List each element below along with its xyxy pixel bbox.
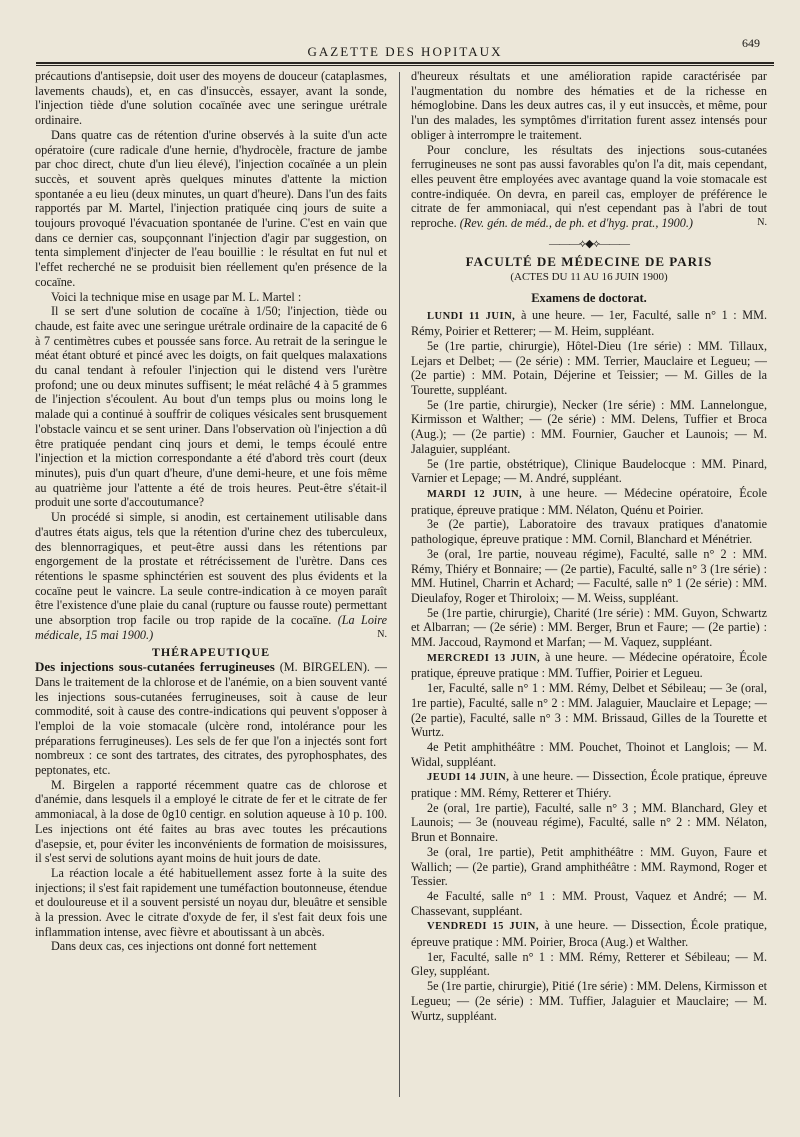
exam-text: à une heure. — Dissection, École pratique, épreuve pratique : MM. Poirier, Broca (Aug.) et Walther. — [411, 918, 767, 950]
source-citation: (La Loire médicale, 15 mai 1900.) — [35, 613, 387, 642]
exam-text: à une heure. — Dissection, École pratique, épreuve pratique : MM. Rémy, Retterer et Thiéry. — [411, 769, 767, 801]
subsection-heading-paragraph — [35, 660, 387, 778]
paragraph: La réaction locale a été habituellement assez forte à la suite des injections; il s'est fait rapidement une tuméfaction boutonneuse, étendue et douloureuse et il a souvent persisté un noyau dur, bleuâtre et sensible à la pression. Avec le citrate d'oxyde de fer, il s'est fait deux fois une inflammation intense, avec fièvre et aboutissant à un abcès. — [35, 865, 387, 939]
exam-text: 3e (2e partie), Laboratoire des travaux pratiques d'anatomie pathologique, épreuve pratique : MM. Cornil, Blanchard et Ménétrier. — [411, 517, 767, 547]
exam-entry — [411, 889, 767, 918]
section-title: THÉRAPEUTIQUE — [151, 645, 271, 660]
exam-text: 5e (1re partie, chirurgie), Charité (1re série) : MM. Guyon, Schwartz et Albarran; — (2e série) : MM. Berger, Brun et Faure; — (2e partie) : MM. Jaccoud, Raymond et Marfan; — M. Vaquez, suppléant. — [411, 605, 767, 650]
paragraph: Dans quatre cas de rétention d'urine observés à la suite d'un acte opératoire (cure radicale d'une hernie, d'hydrocèle, fracture de jambe par choc direct, chute d'un lieu élevé), l'injection cocaïnée a un plein succès, et souvent après quelques minutes d'attente la miction spontanée a eu lieu (deux minutes, un quart d'heure). Dans l'un des faits rapportés par M. Martel, l'injection pratiquée cinq jours de suite a toujours provoqué l'évacuation spontanée de l'urine. C'est en vain que dans ce dernier cas, soupçonnant l'injection d'agir par suggestion, on tenta simplement d'injecter de l'eau bouillie : le résultat en fut nul et l'effet recherché ne se produisit bien réellement qu'en présence de la cocaïne. — [35, 127, 387, 289]
right-column — [411, 69, 767, 1109]
exam-text: 1er, Faculté, salle n° 1 : MM. Rémy, Retterer et Sébileau; — M. Gley, suppléant. — [411, 949, 767, 979]
paragraph — [411, 143, 767, 231]
exam-day: MARDI 12 JUIN, — [427, 488, 530, 500]
exam-text: à une heure. — 1er, Faculté, salle n° 1 : MM. Rémy, Poirier et Retterer; — M. Heim, suppléant. — [411, 307, 767, 339]
exam-text: 5e (1re partie, chirurgie), Pitié (1re série) : MM. Delens, Kirmisson et Legueu; — (2e série) : MM. Tuffier, Jalaguier et Mauclaire; — M. Wurtz, suppléant. — [411, 979, 767, 1023]
exams-title: Examens de doctorat. — [531, 290, 647, 305]
author-signature: N. — [757, 217, 767, 229]
exam-entry — [411, 308, 767, 339]
subsection-title: Des injections sous-cutanées ferrugineuses — [35, 659, 275, 675]
exam-day: VENDREDI 15 JUIN, — [427, 921, 545, 933]
exam-text: 5e (1re partie, chirurgie), Hôtel-Dieu (1re série) : MM. Tillaux, Lejars et Delbet; — (2e série) : MM. Terrier, Mauclaire et Legueu; — (2e partie) : MM. Potain, Déjerine et Teissier; — M. Gilles de la Tourette, suppléant. — [411, 338, 767, 398]
left-column — [35, 69, 387, 1109]
exam-text: 4e Faculté, salle n° 1 : MM. Proust, Vaquez et André; — M. Chassevant, suppléant. — [411, 888, 767, 918]
exam-entry — [411, 950, 767, 979]
exam-text: 2e (oral, 1re partie), Faculté, salle n° 3 ; MM. Blanchard, Gley et Launois; — 3e (nouveau régime), Faculté, salle n° 2 : MM. Nélaton, Brun et Bonnaire. — [411, 800, 767, 845]
exam-entry — [411, 801, 767, 845]
exam-text: 5e (1re partie, obstétrique), Clinique Baudelocque : MM. Pinard, Varnier et Lepage; — M. André, suppléant. — [411, 456, 767, 486]
exam-entry — [411, 681, 767, 740]
exam-day: MERCREDI 13 JUIN, — [427, 652, 545, 664]
journal-title: GAZETTE DES HOPITAUX — [307, 44, 503, 59]
source-citation: (Rev. gén. de méd., de ph. et d'hyg. prat., 1900.) — [459, 216, 693, 231]
exam-text: 1er, Faculté, salle n° 1 : MM. Rémy, Delbet et Sébileau; — 3e (oral, 1re partie), Faculté, salle n° 2 : MM. Jalaguier, Mauclaire et Lepage; — (2e partie), Faculté, salle n° 3 : MM. Brissaud, Gilles de la Tourette et Wurtz. — [411, 681, 767, 740]
page-number: 649 — [742, 36, 760, 50]
exam-entry — [411, 845, 767, 889]
exam-text: à une heure. — Médecine opératoire, École pratique, épreuve pratique : MM. Nélaton, Quénu et Poirier. — [411, 485, 767, 517]
paragraph-text: Pour conclure, les résultats des injections sous-cutanées ferrugineuses ne sont pas aussi favorables qu'on l'a dit, mais cependant, elles peuvent être employées avec avantage quand la voie stomacale est contre-indiquée. On devra, en pareil cas, employer de préférence le citrate de fer ammoniacal, qui n'est cependant pas à l'abri de tout reproche. — [411, 142, 767, 231]
exam-entry — [411, 769, 767, 800]
paragraph-text: — Dans le traitement de la chlorose et de l'anémie, on a bien souvent vanté les injections sous-cutanées ferrugineuses, soit à cause de leur commodité, soit à cause des contre-indications qui peuvent s'opposer à l'emploi de la voie stomacale (ulcère rond, intolérance pour les préparations ferrugineuses). Les sels de fer que l'on a injectés sont fort nombreux : ce sont des tartrates, des citrates, des pyrophosphates, des peptonates, etc. — [35, 660, 387, 778]
paragraph: Il se sert d'une solution de cocaïne à 1/50; l'injection, tiède ou chaude, est faite avec une seringue urétrale ordinaire de la capacité de 6 à 7 centimètres cubes et poussée sans force. Au retrait de la seringue le méat étant obturé et pincé avec les doigts, on fait quelques malaxations du canal tendant à refouler l'injection qui le distend vers l'urètre profond; une ou deux minutes suffisent; le méat relâché 4 à 5 grammes de l'injection s'écoulent. Au bout d'un temps plus ou moins long le malade qui a continué à souffrir de coliques vésicales sent brusquement l'obstacle vaincu et se sent uriner. Dans l'observation où l'injection a dû être pratiquée pendant cinq jours et demi, le temps écoulé entre l'injection et la miction correspondante a été d'abord très court (deux minutes), puis d'un quart d'heure, d'une demi-heure, et une fois même au quatrième jour l'attente a été de trois heures. Peut-être s'était-il produit une sorte d'accoutumance? — [35, 304, 387, 510]
exam-entry — [411, 740, 767, 769]
exam-text: 3e (oral, 1re partie, nouveau régime), Faculté, salle n° 2 : MM. Rémy, Thiéry et Bonnaire; — (2e partie), Faculté, salle n° 3 (1re série) : MM. Hutinel, Charrin et Achard; — Faculté, salle n° 1 (2e série) : MM. Dieulafoy, Roger et Thiroloix; — M. Weiss, suppléant. — [411, 546, 767, 605]
paragraph: Voici la technique mise en usage par M. L. Martel : — [51, 289, 302, 304]
exam-text: à une heure. — Médecine opératoire, École pratique, épreuve pratique : MM. Tuffier, Poirier et Legueu. — [411, 649, 767, 681]
paragraph — [35, 510, 387, 642]
exam-text: 4e Petit amphithéâtre : MM. Pouchet, Thoinot et Langlois; — M. Widal, suppléant. — [411, 739, 767, 769]
faculty-title: FACULTÉ DE MÉDECINE DE PARIS — [465, 254, 713, 270]
subsection-author: (M. BIRGELEN). — [279, 660, 370, 675]
header-rule — [36, 62, 774, 64]
faculty-subtitle: (ACTES DU 11 AU 16 JUIN 1900) — [510, 271, 668, 284]
exam-entry — [411, 650, 767, 681]
author-signature: N. — [377, 628, 387, 640]
column-divider — [399, 72, 400, 1097]
paragraph: d'heureux résultats et une amélioration rapide caractérisée par l'augmentation du nombre des hématies et de la richesse en hémoglobine. Dans les deux autres cas, il y eut insuccès, et même, pour l'un des malades, les symptômes d'irritation furent assez intensés pour obliger à interrompre le traitement. — [411, 69, 767, 142]
exam-entry — [411, 486, 767, 517]
exam-list — [411, 308, 767, 1024]
exam-entry — [411, 398, 767, 457]
exam-day: JEUDI 14 JUIN, — [427, 772, 514, 784]
exam-entry — [411, 457, 767, 486]
exam-entry — [411, 918, 767, 949]
exam-entry — [411, 547, 767, 606]
exam-text: 5e (1re partie, chirurgie), Necker (1re série) : MM. Lannelongue, Kirmisson et Walther; — (2e série) : MM. Delens, Tuffier et Broca (Aug.); — (2e partie) : MM. Fournier, Gaucher et Launois; — M. Jalaguier, suppléant. — [411, 397, 767, 456]
paragraph: Dans deux cas, ces injections ont donné fort nettement — [51, 939, 317, 954]
exam-entry — [411, 979, 767, 1023]
ornament-divider: ———⟡◆⟡——— — [548, 237, 629, 250]
page-header — [40, 36, 770, 64]
paragraph: M. Birgelen a rapporté récemment quatre cas de chlorose et d'anémie, dans lesquels il a employé le citrate de fer et le citrate de fer ammoniacal, à la dose de 0g10 centigr. en solution aqueuse à 10 p. 100. Les injections ont été faites au bras avec toutes les précautions d'asepsie, et, pour éviter les inconvénients de formation de moisissures, il s'est servi de solutions ayant moins de huit jours de date. — [35, 777, 387, 866]
exam-day: LUNDI 11 JUIN, — [427, 310, 521, 322]
exam-text: 3e (oral, 1re partie), Petit amphithéâtre : MM. Guyon, Faure et Wallich; — (2e partie), Grand amphithéâtre : MM. Raymond, Roger et Tessier. — [411, 844, 767, 889]
paragraph-text: Un procédé si simple, si anodin, est certainement utilisable dans d'autres états aigus, tels que la rétention d'urine chez des tuberculeux, des blennorragiques, et peut-être aussi dans les rétentions par engorgement de la prostate et rétrécissement de l'urètre. Dans ces rétentions le spasme sphinctérien est souvent des plus évidents et la cocaïne peut le vaincre. La seule contre-indication à ce moyen paraît être l'existence d'une plaie du canal (rupture ou fausse route) permettant une absorption trop facile ou trop rapide de la cocaïne. — [35, 510, 387, 628]
exam-entry — [411, 606, 767, 650]
exam-entry — [411, 339, 767, 398]
paragraph: précautions d'antisepsie, doit user des moyens de douceur (cataplasmes, lavements chauds), et, en cas d'insuccès, essayer, avant la sonde, l'injection tiède d'une solution cocaïnée avec une seringue urétrale ordinaire. — [35, 69, 387, 128]
exam-entry — [411, 517, 767, 546]
header-rule-thin — [36, 65, 774, 66]
